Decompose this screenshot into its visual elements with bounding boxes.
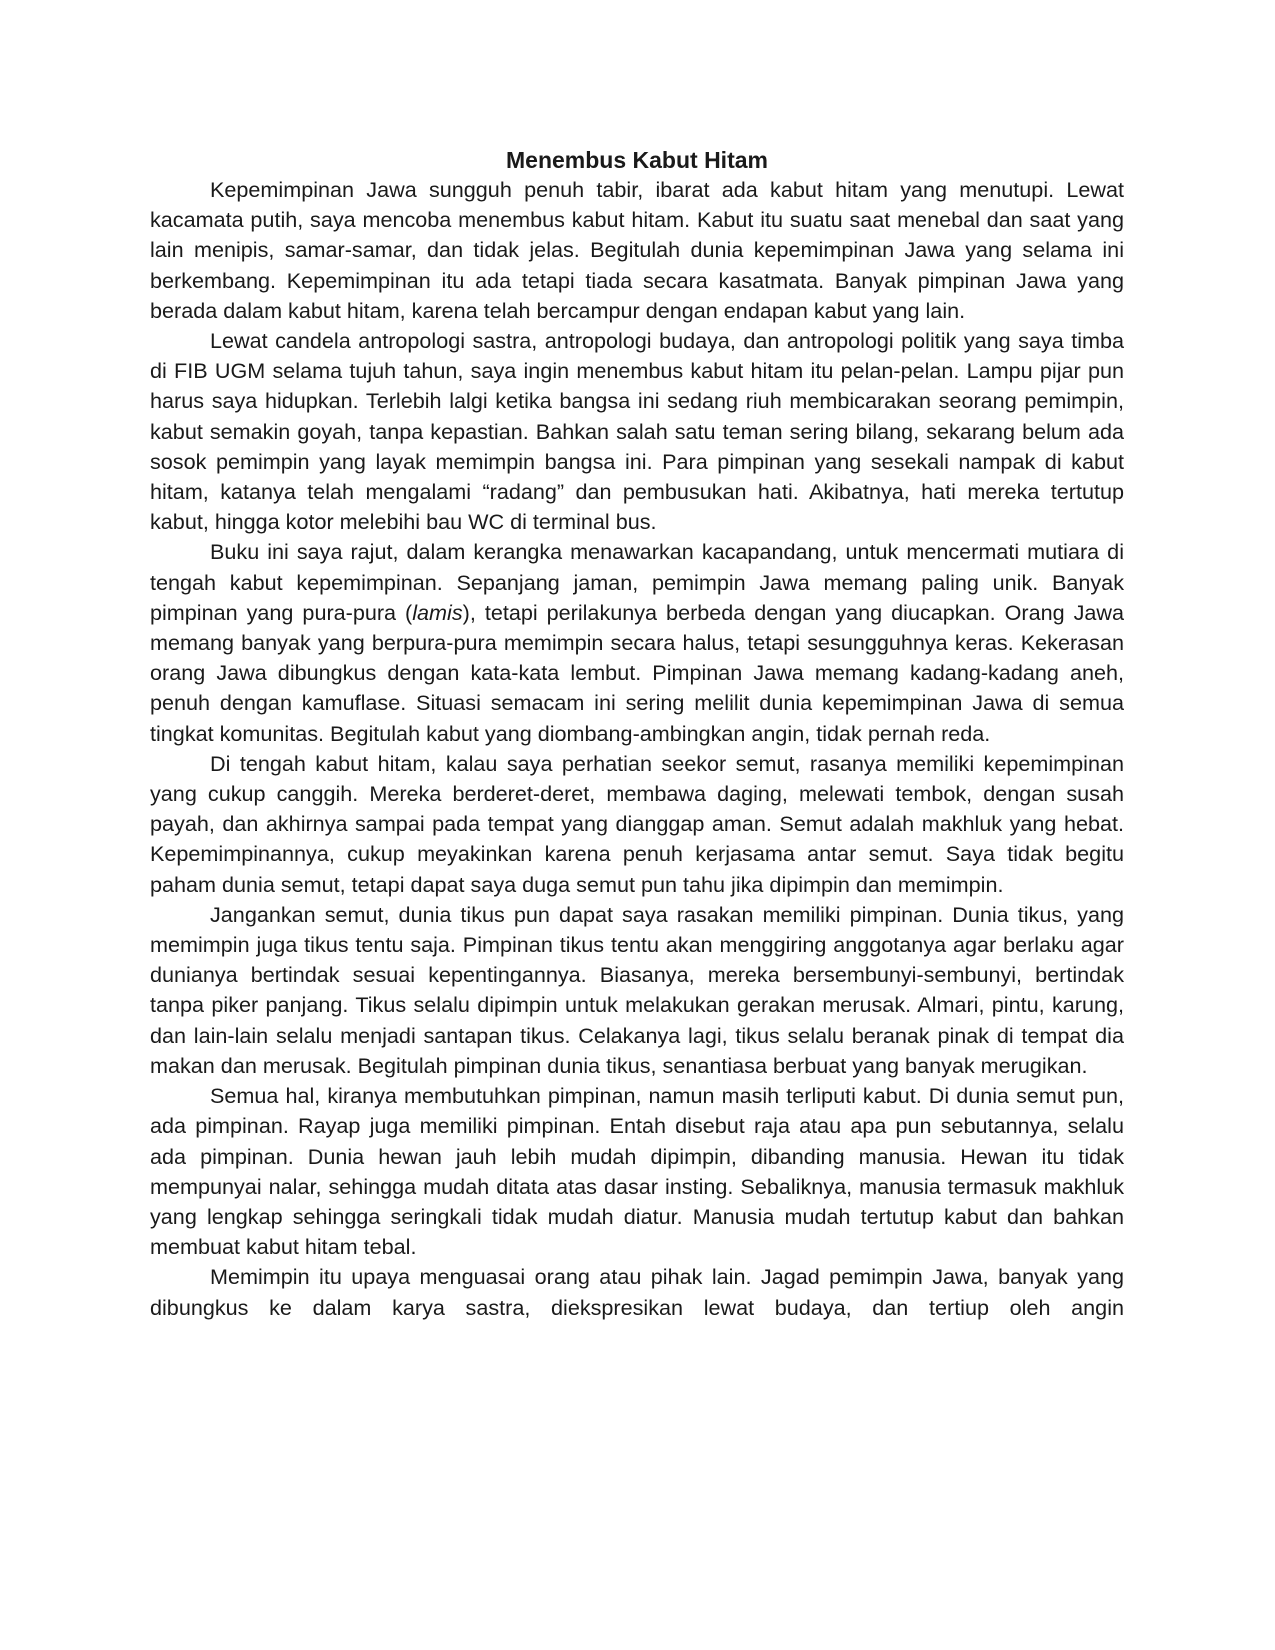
paragraph-1: Kepemimpinan Jawa sungguh penuh tabir, ibarat ada kabut hitam yang menutupi. Lewat kacamata putih, saya mencoba menembus kabut hitam. Kabut itu suatu saat menebal dan saat yang lain menipis, samar-samar, dan tidak jelas. Begitulah dunia kepemimpinan Jawa yang selama ini berkembang. Kepemimpinan itu ada tetapi tiada secara kasatmata. Banyak pimpinan Jawa yang berada dalam kabut hitam, karena telah bercampur dengan endapan kabut yang lain. [150, 177, 1124, 323]
paragraph-6: Semua hal, kiranya membutuhkan pimpinan, namun masih terliputi kabut. Di dunia semut pun, ada pimpinan. Rayap juga memiliki pimpinan. Entah disebut raja atau apa pun sebutannya, selalu ada pimpinan. Dunia hewan jauh lebih mudah dipimpin, dibanding manusia. Hewan itu tidak mempunyai nalar, sehingga mudah ditata atas dasar insting. Sebaliknya, manusia termasuk makhluk yang lengkap sehingga seringkali tidak mudah diatur. Manusia mudah tertutup kabut dan bahkan membuat kabut hitam tebal. [150, 1083, 1124, 1260]
paragraph-3-after: ), tetapi perilakunya berbeda dengan yang diucapkan. Orang Jawa memang banyak yang berpura-pura memimpin secara halus, tetapi sesungguhnya keras. Kekerasan orang Jawa dibungkus dengan kata-kata lembut. Pimpinan Jawa memang kadang-kadang aneh, penuh dengan kamuflase. Situasi semacam ini sering melilit dunia kepemimpinan Jawa di semua tingkat komunitas. Begitulah kabut yang diombang-ambingkan angin, tidak pernah reda. [150, 599, 1124, 746]
paragraph-3 [150, 537, 1124, 748]
italic-term: lamis [412, 599, 463, 625]
paragraph-2: Lewat candela antropologi sastra, antropologi budaya, dan antropologi politik yang saya timba di FIB UGM selama tujuh tahun, saya ingin menembus kabut hitam itu pelan-pelan. Lampu pijar pun harus saya hidupkan. Terlebih lalgi ketika bangsa ini sedang riuh membicarakan seorang pemimpin, kabut semakin goyah, tanpa kepastian. Bahkan salah satu teman sering bilang, sekarang belum ada sosok pemimpin yang layak memimpin bangsa ini. Para pimpinan yang sesekali nampak di kabut hitam, katanya telah mengalami “radang” dan pembusukan hati. Akibatnya, hati mereka tertutup kabut, hingga kotor melebihi bau WC di terminal bus. [150, 328, 1124, 535]
paragraph-7: Memimpin itu upaya menguasai orang atau pihak lain. Jagad pemimpin Jawa, banyak yang dibungkus ke dalam karya sastra, diekspresikan lewat budaya, dan tertiup oleh angin [150, 1264, 1124, 1320]
paragraph-3-before: Buku ini saya rajut, dalam kerangka menawarkan kacapandang, untuk mencermati mutiara di tengah kabut kepemimpinan. Sepanjang jaman, pemimpin Jawa memang paling unik. Banyak pimpinan yang pura-pura ( [150, 539, 1124, 625]
paragraph-5: Jangankan semut, dunia tikus pun dapat saya rasakan memiliki pimpinan. Dunia tikus, yang memimpin juga tikus tentu saja. Pimpinan tikus tentu akan menggiring anggotanya agar berlaku agar dunianya bertindak sesuai kepentingannya. Biasanya, mereka bersembunyi-sembunyi, bertindak tanpa piker panjang. Tikus selalu dipimpin untuk melakukan gerakan merusak. Almari, pintu, karung, dan lain-lain selalu menjadi santapan tikus. Celakanya lagi, tikus selalu beranak pinak di tempat dia makan dan merusak. Begitulah pimpinan dunia tikus, senantiasa berbuat yang banyak merugikan. [150, 901, 1124, 1078]
paragraph-4: Di tengah kabut hitam, kalau saya perhatian seekor semut, rasanya memiliki kepemimpinan yang cukup canggih. Mereka berderet-deret, membawa daging, melewati tembok, dengan susah payah, dan akhirnya sampai pada tempat yang dianggap aman. Semut adalah makhluk yang hebat. Kepemimpinannya, cukup meyakinkan karena penuh kerjasama antar semut. Saya tidak begitu paham dunia semut, tetapi dapat saya duga semut pun tahu jika dipimpin dan memimpin. [150, 750, 1124, 897]
document-title: Menembus Kabut Hitam [506, 147, 768, 173]
document-page [150, 145, 1124, 1323]
